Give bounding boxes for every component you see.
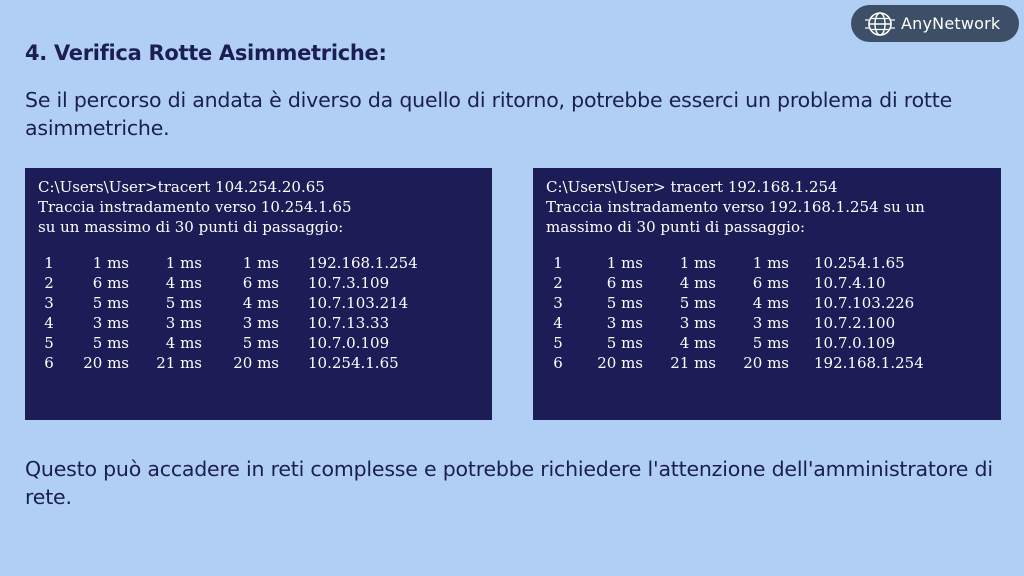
terminal-outbound	[25, 168, 492, 420]
hop-time: 5 ms	[165, 294, 202, 312]
hop-row	[38, 313, 482, 333]
hop-number: 6	[44, 354, 54, 372]
trace-header-line: Traccia instradamento verso 10.254.1.65	[38, 198, 352, 216]
hop-time: 20 ms	[233, 354, 279, 372]
hop-number: 4	[44, 314, 54, 332]
hop-time: 4 ms	[165, 334, 202, 352]
hop-number: 3	[44, 294, 54, 312]
hop-row	[546, 353, 991, 373]
hop-time: 5 ms	[752, 334, 789, 352]
hop-ip: 10.7.0.109	[308, 334, 390, 352]
hop-number: 1	[44, 254, 54, 272]
hop-time: 4 ms	[679, 334, 716, 352]
hop-ip: 10.7.13.33	[308, 314, 390, 332]
hop-row	[38, 293, 482, 313]
hop-time: 5 ms	[606, 334, 643, 352]
hop-time: 5 ms	[92, 294, 129, 312]
hop-number: 6	[553, 354, 563, 372]
hop-ip: 10.7.4.10	[814, 274, 886, 292]
hop-number: 3	[553, 294, 563, 312]
hop-time: 4 ms	[752, 294, 789, 312]
globe-icon	[865, 11, 895, 37]
hop-time: 6 ms	[242, 274, 279, 292]
hop-ip: 10.7.103.214	[308, 294, 409, 312]
hop-time: 21 ms	[156, 354, 202, 372]
hop-number: 5	[553, 334, 563, 352]
hop-ip: 10.7.3.109	[308, 274, 390, 292]
hop-row	[546, 273, 991, 293]
hop-ip: 10.7.103.226	[814, 294, 915, 312]
command-line: C:\Users\User>tracert 104.254.20.65	[38, 178, 325, 196]
hop-time: 5 ms	[606, 294, 643, 312]
slide-title: 4. Verifica Rotte Asimmetriche:	[25, 41, 387, 65]
hop-time: 3 ms	[92, 314, 129, 332]
hop-time: 3 ms	[242, 314, 279, 332]
hop-time: 1 ms	[242, 254, 279, 272]
hop-row	[546, 333, 991, 353]
hop-time: 21 ms	[670, 354, 716, 372]
hop-ip: 10.7.0.109	[814, 334, 896, 352]
hop-list	[38, 253, 482, 373]
hop-row	[38, 333, 482, 353]
hop-number: 4	[553, 314, 563, 332]
command-line: C:\Users\User> tracert 192.168.1.254	[546, 178, 838, 196]
hop-time: 6 ms	[752, 274, 789, 292]
hop-time: 1 ms	[165, 254, 202, 272]
hop-time: 6 ms	[606, 274, 643, 292]
hop-number: 5	[44, 334, 54, 352]
hop-time: 1 ms	[679, 254, 716, 272]
hop-time: 20 ms	[597, 354, 643, 372]
hop-time: 3 ms	[165, 314, 202, 332]
hop-row	[38, 253, 482, 273]
hop-time: 3 ms	[752, 314, 789, 332]
hop-time: 3 ms	[679, 314, 716, 332]
hop-time: 1 ms	[752, 254, 789, 272]
hop-number: 1	[553, 254, 563, 272]
hop-time: 4 ms	[165, 274, 202, 292]
outro-paragraph: Questo può accadere in reti complesse e potrebbe richiedere l'attenzione dell'amministratore di rete.	[25, 457, 993, 509]
hop-number: 2	[44, 274, 54, 292]
hop-row	[38, 353, 482, 373]
intro-paragraph: Se il percorso di andata è diverso da quello di ritorno, potrebbe esserci un problema di rotte asimmetriche.	[25, 88, 952, 140]
hop-time: 1 ms	[92, 254, 129, 272]
hop-list	[546, 253, 991, 373]
hop-time: 5 ms	[242, 334, 279, 352]
hop-row	[546, 313, 991, 333]
trace-header-line: su un massimo di 30 punti di passaggio:	[38, 218, 344, 236]
hop-row	[546, 253, 991, 273]
hop-time: 6 ms	[92, 274, 129, 292]
hop-time: 5 ms	[679, 294, 716, 312]
trace-header-line: Traccia instradamento verso 192.168.1.254 su un	[546, 198, 925, 216]
trace-header-line: massimo di 30 punti di passaggio:	[546, 218, 806, 236]
hop-time: 4 ms	[679, 274, 716, 292]
hop-time: 4 ms	[242, 294, 279, 312]
hop-time: 1 ms	[606, 254, 643, 272]
terminal-return	[533, 168, 1001, 420]
hop-ip: 10.7.2.100	[814, 314, 896, 332]
logo-text: AnyNetwork	[901, 14, 1001, 33]
hop-ip: 10.254.1.65	[814, 254, 905, 272]
hop-time: 20 ms	[83, 354, 129, 372]
hop-ip: 10.254.1.65	[308, 354, 399, 372]
hop-time: 3 ms	[606, 314, 643, 332]
hop-row	[38, 273, 482, 293]
hop-ip: 192.168.1.254	[308, 254, 418, 272]
hop-ip: 192.168.1.254	[814, 354, 924, 372]
hop-time: 5 ms	[92, 334, 129, 352]
anynetwork-logo	[851, 5, 1019, 42]
hop-time: 20 ms	[743, 354, 789, 372]
hop-number: 2	[553, 274, 563, 292]
hop-row	[546, 293, 991, 313]
